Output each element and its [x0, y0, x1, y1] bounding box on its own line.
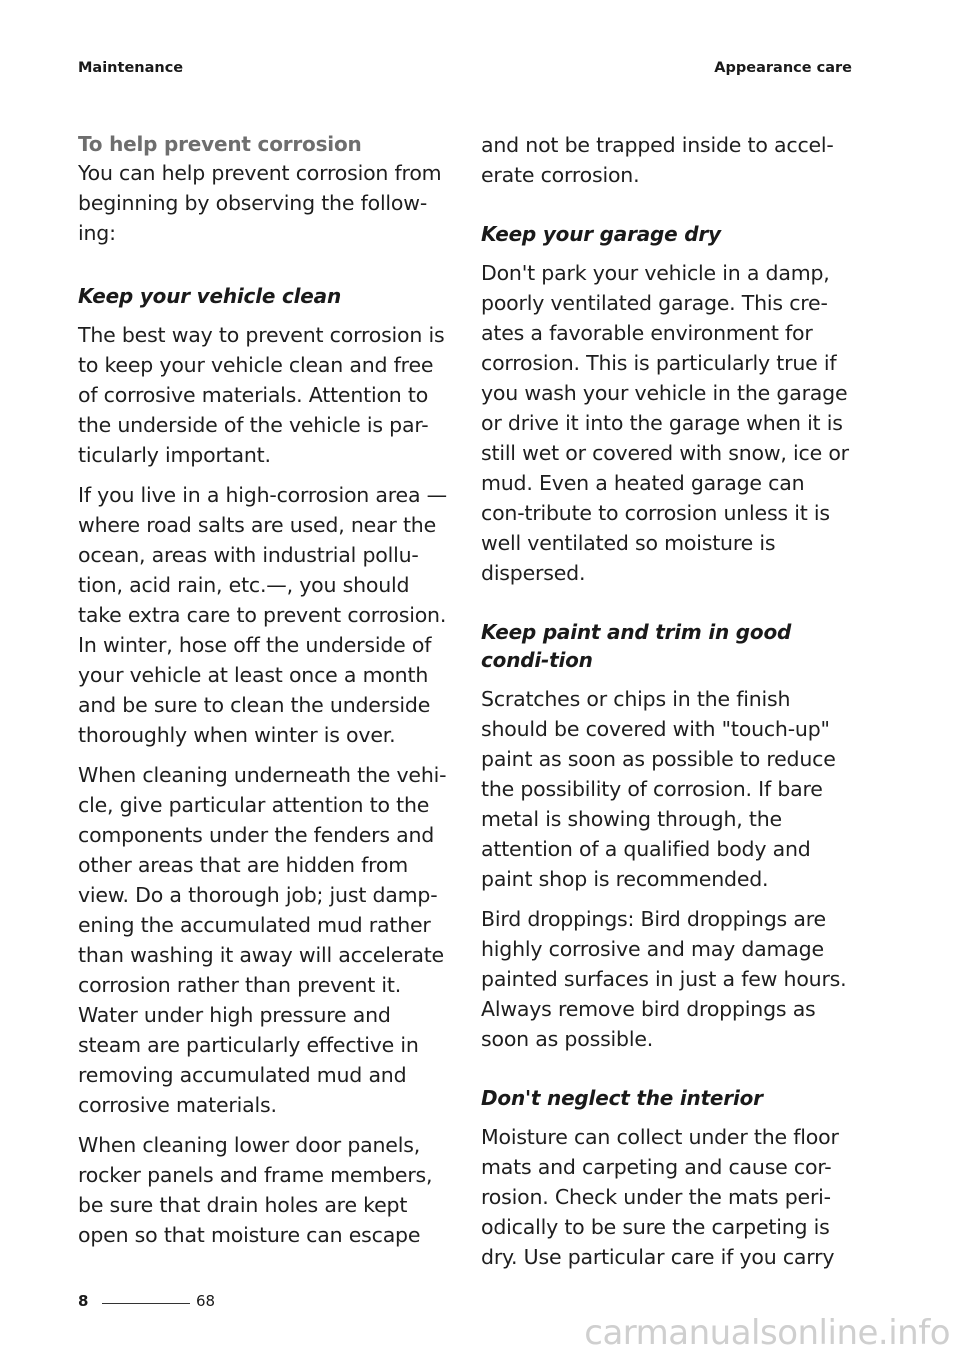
intro-text: You can help prevent corrosion from beginning by observing the follow-ing: [78, 161, 442, 245]
paragraph-cleaning-underneath: When cleaning underneath the vehi-cle, give particular attention to the components under the fenders and other areas that are hidden from view. Do a thorough job; just damp-ening the accumulated mud rather than washing it away will accelerate corrosion rather than prevent it. Water under high pressure and steam are particularly effective in removing accumulated mud and corrosive materials. [78, 763, 447, 1117]
paragraph-high-corrosion-area: If you live in a high-corrosion area — where road salts are used, near the ocean, areas with industrial pollu-tion, acid rain, etc.—, you should take extra care to prevent corrosion. In winter, hose off the underside of your vehicle at least once a month and be sure to clean the underside thoroughly when winter is over. [78, 483, 447, 747]
paragraph-scratches: Scratches or chips in the finish should be covered with "touch-up" paint as soon as possible to reduce the possibility of corrosion. If bare metal is showing through, the attention of a qualified body and paint shop is recommended. [481, 687, 836, 891]
page-number: 68 [196, 1292, 216, 1310]
paragraph-interior-moisture: Moisture can collect under the floor mats and carpeting and cause cor-rosion. Check under the mats peri-odically to be sure the carpeting is dry. Use particular care if you carry [481, 1125, 839, 1269]
heading-keep-paint-trim: Keep paint and trim in good condi-tion [481, 620, 792, 672]
heading-keep-garage-dry: Keep your garage dry [481, 222, 721, 246]
intro-heading: To help prevent corrosion [78, 132, 362, 156]
paragraph-bird-droppings: Bird droppings: Bird droppings are highly corrosive and may damage painted surfaces in just a few hours. Always remove bird droppings as soon as possible. [481, 907, 847, 1051]
heading-dont-neglect-interior: Don't neglect the interior [481, 1086, 763, 1110]
paragraph-continuation: and not be trapped inside to accel-erate corrosion. [481, 133, 834, 187]
paragraph-garage: Don't park your vehicle in a damp, poorly ventilated garage. This cre-ates a favorable environment for corrosion. This is particularly true if you wash your vehicle in the garage or drive it into the garage when it is still wet or covered with snow, ice or mud. Even a heated garage can con-tribute to corrosion unless it is well ventilated so moisture is dispersed. [481, 261, 849, 585]
heading-keep-vehicle-clean: Keep your vehicle clean [78, 284, 341, 308]
paragraph-best-way: The best way to prevent corrosion is to keep your vehicle clean and free of corrosive materials. Attention to the underside of the vehicle is par-ticularly important. [78, 323, 445, 467]
right-column [481, 130, 853, 1282]
left-column [78, 130, 450, 1260]
running-header-topic: Appearance care [714, 60, 852, 76]
running-header-section: Maintenance [78, 60, 184, 76]
intro-block [78, 130, 450, 248]
footer-divider [102, 1303, 190, 1304]
paragraph-drain-holes: When cleaning lower door panels, rocker panels and frame members, be sure that drain holes are kept open so that moisture can escape [78, 1133, 433, 1247]
watermark: carmanualsonline.info [584, 1313, 950, 1353]
chapter-number: 8 [78, 1292, 89, 1310]
